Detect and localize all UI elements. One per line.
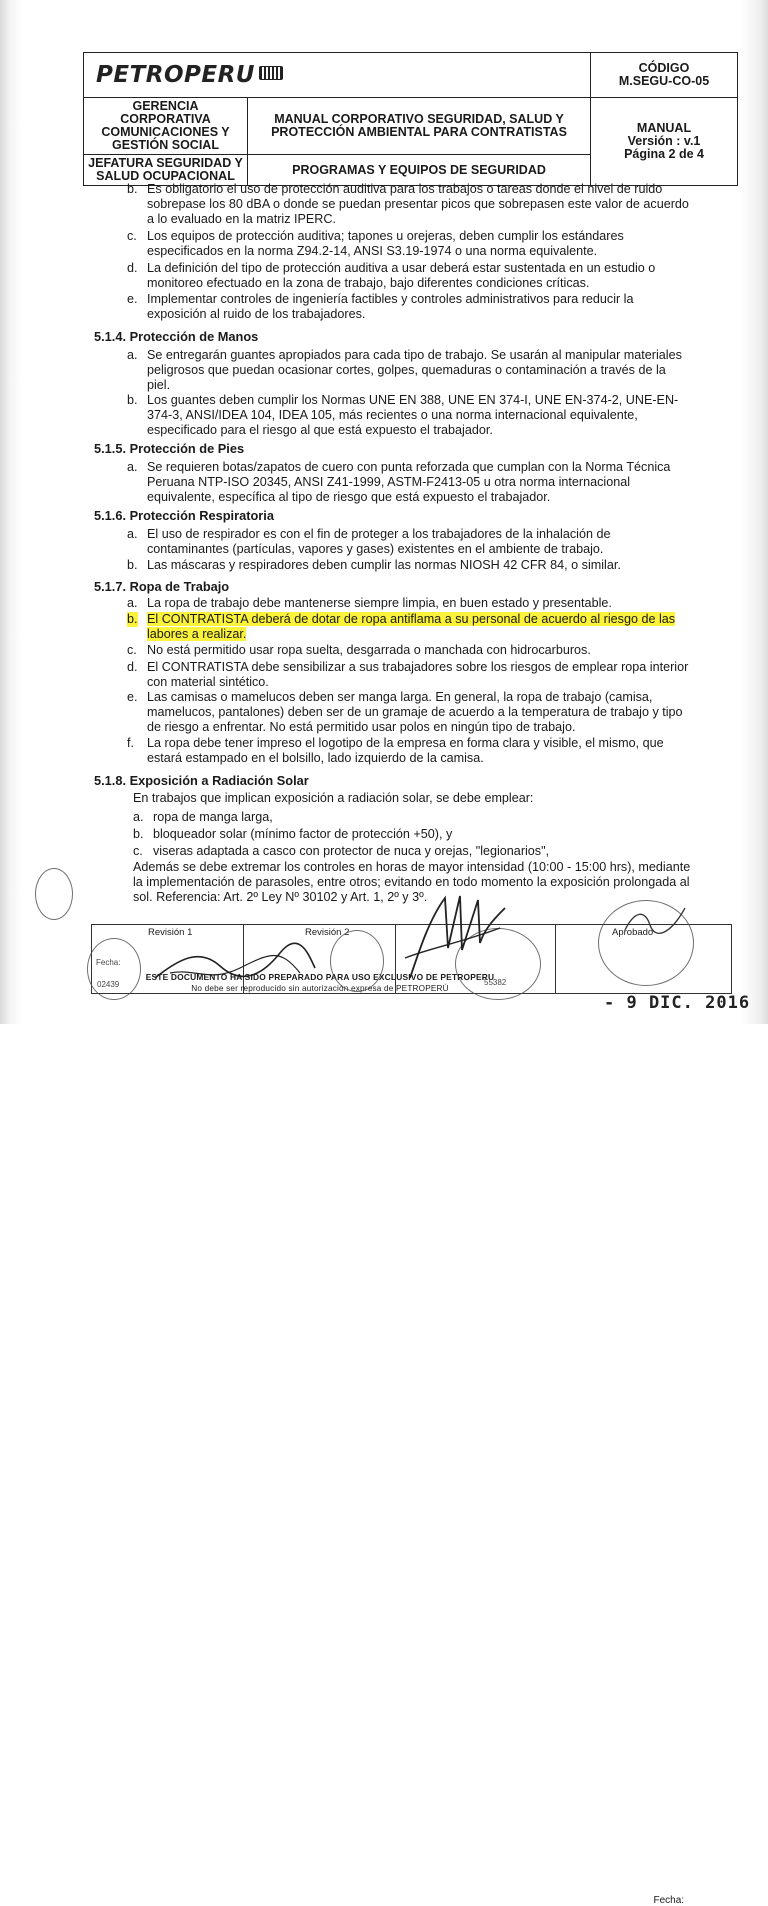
list-letter: c.: [127, 643, 137, 657]
code-value: M.SEGU-CO-05: [618, 74, 710, 88]
list-item: [133, 810, 693, 825]
text-line: Las máscaras y respiradores deben cumplir las normas NIOSH 42 CFR 84, o similar.: [147, 558, 621, 572]
page-number: Página 2 de 4: [624, 147, 704, 161]
text-line: especificado para el riesgo al que está expuesto el trabajador.: [147, 423, 493, 438]
text-line: [147, 612, 702, 627]
text-line: La ropa debe tener impreso el logotipo de la empresa en forma clara y visible, el mismo, que: [147, 736, 664, 750]
section-heading-respiratory: 5.1.6. Protección Respiratoria: [94, 508, 274, 523]
company-logo: PETROPERU: [96, 61, 255, 88]
list-letter: c.: [133, 844, 143, 858]
section-heading-feet: 5.1.5. Protección de Pies: [94, 441, 245, 456]
list-item: [127, 736, 702, 766]
list-item: [127, 229, 702, 259]
text-line: con material sintético.: [147, 675, 269, 690]
text-line: Los guantes deben cumplir los Normas UNE EN 388, UNE EN 374-I, UNE EN-374-2, UNE-EN-: [147, 393, 679, 407]
list-item: [127, 460, 702, 506]
revision-1-label: Revisión 1: [148, 927, 193, 938]
text-line: monitoreo efectuado en la zona de trabajo, bajo diferentes condiciones críticas.: [147, 276, 590, 291]
list-letter: b.: [127, 612, 138, 626]
text-line: El CONTRATISTA debe sensibilizar a sus trabajadores sobre los riesgos de emplear ropa interior: [147, 660, 689, 674]
list-item: [127, 261, 702, 291]
list-item: [127, 596, 702, 611]
text-line: exposición al ruido de los trabajadores.: [147, 307, 366, 322]
version-label: Versión : v.1: [627, 134, 701, 148]
list-item: [127, 393, 702, 439]
list-item: [133, 844, 693, 859]
text-line: Implementar controles de ingeniería factibles y controles administrativos para reducir la: [147, 292, 634, 306]
list-letter: b.: [133, 827, 144, 841]
department-line: COMUNICACIONES Y: [101, 125, 230, 139]
text-line: contaminantes (partículas, vapores y gases) existentes en el ambiente de trabajo.: [147, 542, 604, 557]
text-line: ropa de manga larga,: [153, 810, 273, 824]
list-item: [127, 558, 702, 573]
list-item: [127, 690, 702, 736]
approval-date-label: Fecha:: [653, 1894, 685, 1906]
list-letter: b.: [127, 393, 138, 407]
list-letter: e.: [127, 292, 138, 306]
manual-title-line: MANUAL CORPORATIVO SEGURIDAD, SALUD Y: [274, 112, 564, 126]
list-item: [127, 348, 702, 394]
text-line: peligrosos que puedan ocasionar cortes, golpes, quemaduras o contaminación a través de la: [147, 363, 666, 378]
text-line: sobrepase los 80 dBA o donde se puedan presentar picos que sobrepasen este valor de acuerdo: [147, 197, 689, 212]
list-letter: c.: [127, 229, 137, 243]
solar-intro: En trabajos que implican exposición a radiación solar, se debe emplear:: [133, 791, 534, 805]
seal-label: Fecha:: [96, 958, 121, 967]
highlighted-text: labores a realizar.: [147, 627, 247, 642]
list-item: [127, 292, 702, 322]
signature-scribble-icon: [400, 888, 510, 988]
list-letter: a.: [127, 527, 138, 541]
text-line: Es obligatorio el uso de protección auditiva para los trabajos o tareas donde el nivel de ruido: [147, 182, 663, 196]
text-line: mamelucos, pantalones) deben ser de un gramaje de acuerdo a la temperatura de trabajo y tipo: [147, 705, 683, 720]
text-line: La definición del tipo de protección auditiva a usar deberá estar sustentada en un estudio o: [147, 261, 656, 275]
text-line: Además se debe extremar los controles en horas de mayor intensidad (10:00 - 15:00 hrs), mediante: [133, 860, 691, 874]
text-line: Los equipos de protección auditiva; tapones u orejeras, deben cumplir los estándares: [147, 229, 624, 243]
text-line: Se entregarán guantes apropiados para cada tipo de trabajo. Se usarán al manipular materiales: [147, 348, 682, 362]
list-letter: f.: [127, 736, 134, 750]
received-date-stamp: - 9 DIC. 2016: [604, 993, 751, 1013]
code-label: CÓDIGO: [638, 61, 690, 75]
document-type: MANUAL: [636, 121, 692, 135]
department-line: GESTIÓN SOCIAL: [112, 138, 219, 152]
highlighted-text: El CONTRATISTA deberá de dotar de ropa antiflama a su personal de acuerdo al riesgo de las: [147, 612, 676, 626]
text-line: viseras adaptada a casco con protector de nuca y orejas, "legionarios",: [153, 844, 550, 858]
text-line: la implementación de parasoles, entre otros; evitando en todo momento la exposición prolongada al: [133, 875, 690, 890]
text-line: de riesgo a enfrentar. No está permitido usar polos en ningún tipo de trabajo.: [147, 720, 576, 735]
signature-scribble-icon: [620, 900, 690, 940]
section-heading-workwear: 5.1.7. Ropa de Trabajo: [94, 579, 230, 594]
text-line: El uso de respirador es con el fin de proteger a los trabajadores de la inhalación de: [147, 527, 611, 541]
section-subtitle: PROGRAMAS Y EQUIPOS DE SEGURIDAD: [248, 155, 591, 186]
text-line: Las camisas o mamelucos deben ser manga larga. En general, la ropa de trabajo (camisa,: [147, 690, 653, 704]
text-line: 374-3, ANSI/IDEA 104, IDEA 105, más recientes o una norma internacional equivalente,: [147, 408, 638, 423]
text-line: No está permitido usar ropa suelta, desgarrada o manchada con hidrocarburos.: [147, 643, 591, 657]
revision-2-label: Revisión 2: [305, 927, 350, 938]
section-heading-hands: 5.1.4. Protección de Manos: [94, 329, 259, 344]
text-line: sol. Referencia: Art. 2º Ley Nº 30102 y Art. 1, 2º y 3º.: [133, 890, 428, 905]
list-letter: b.: [127, 558, 138, 572]
text-line: a lo evaluado en la matriz IPERC.: [147, 212, 336, 227]
list-letter: d.: [127, 261, 138, 275]
list-letter: a.: [127, 460, 138, 474]
text-line: [147, 627, 702, 642]
list-item: [127, 182, 702, 228]
text-line: La ropa de trabajo debe mantenerse siempre limpia, en buen estado y presentable.: [147, 596, 612, 610]
text-line: equivalente, específica al tipo de riesgo que está expuesto el trabajador.: [147, 490, 551, 505]
department-line: SALUD OCUPACIONAL: [96, 169, 235, 183]
signature-scribble-icon: [150, 938, 320, 988]
text-line: estará estampado en el bolsillo, lado izquierdo de la camisa.: [147, 751, 484, 766]
highlighted-list-item: [127, 612, 702, 642]
seal-number: 55382: [484, 978, 507, 987]
section-heading-solar: 5.1.8. Exposición a Radiación Solar: [94, 773, 309, 788]
list-item: [127, 643, 702, 658]
list-letter: d.: [127, 660, 138, 674]
list-letter: a.: [127, 348, 138, 362]
department-line: GERENCIA CORPORATIVA: [120, 99, 211, 126]
disclaimer-line: No debe ser reproducido sin autorización expresa de PETROPERÚ: [191, 984, 449, 993]
manual-title-line: PROTECCIÓN AMBIENTAL PARA CONTRATISTAS: [271, 125, 567, 139]
department-line: JEFATURA SEGURIDAD Y: [88, 156, 243, 170]
text-line: Peruana NTP-ISO 20345, ANSI Z41-1999, ASTM-F2413-05 u otra norma internacional: [147, 475, 631, 490]
middle-seal-stamp: [330, 930, 384, 992]
margin-seal-stamp: [35, 868, 73, 920]
approved-label: Aprobado: [612, 927, 654, 938]
list-letter: a.: [133, 810, 144, 824]
list-letter: b.: [127, 182, 138, 196]
left-seal-stamp: [87, 938, 141, 1000]
list-letter: a.: [127, 596, 138, 610]
seal-number: 02439: [97, 980, 120, 989]
list-item: [133, 827, 693, 842]
list-item: [127, 660, 702, 690]
text-line: Se requieren botas/zapatos de cuero con punta reforzada que cumplan con la Norma Técnica: [147, 460, 671, 474]
list-letter: e.: [127, 690, 138, 704]
text-line: bloqueador solar (mínimo factor de protección +50), y: [153, 827, 453, 841]
text-line: especificados en la norma Z94.2-14, ANSI S3.19-1974 o una norma equivalente.: [147, 244, 598, 259]
list-item: [127, 527, 702, 557]
text-line: piel.: [147, 378, 171, 393]
disclaimer-line: ESTE DOCUMENTO HA SIDO PREPARADO PARA USO EXCLUSIVO DE PETROPERU: [145, 972, 495, 982]
